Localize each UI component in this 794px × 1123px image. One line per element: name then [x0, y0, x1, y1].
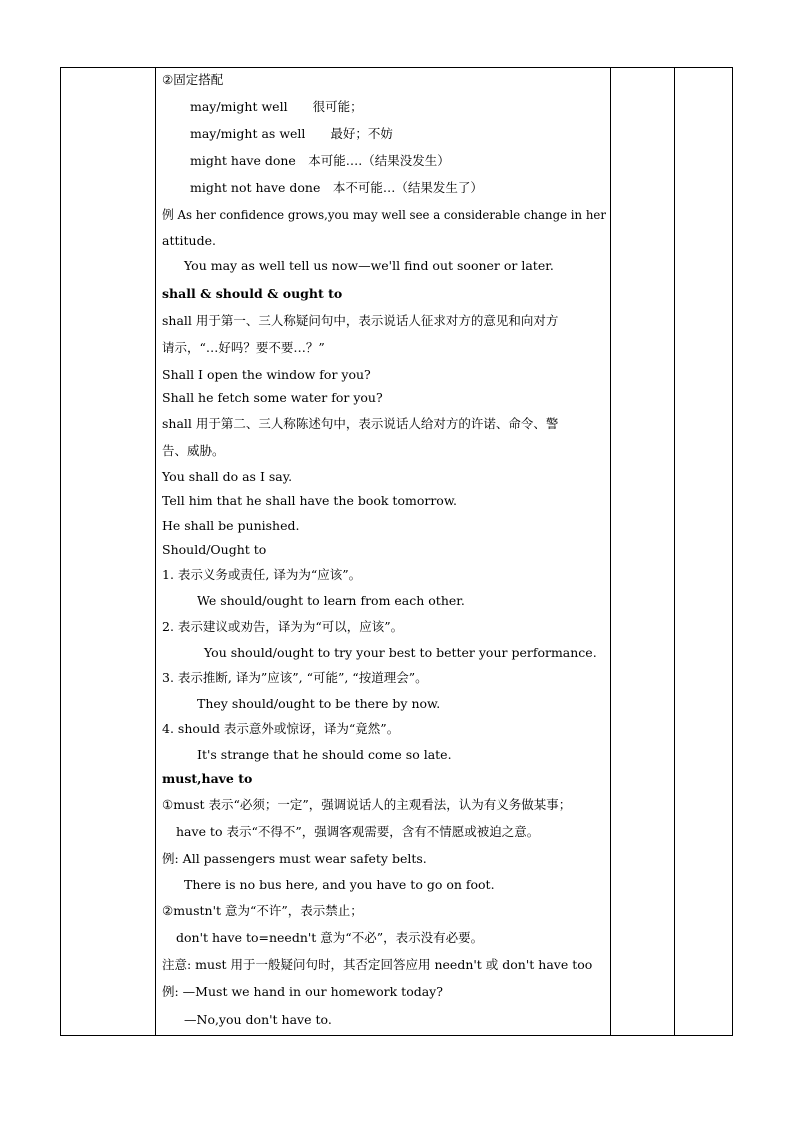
- line-10: 请示，“…好吗？要不要…？”: [162, 340, 325, 355]
- line-4: might not have done 本不可能…（结果发生了）: [190, 180, 483, 195]
- line-33: don't have to=needn't 意为“不必”，表示没有必要。: [176, 930, 484, 945]
- line-31: There is no bus here, and you have to go on foot.: [184, 877, 495, 892]
- line-18: Should/Ought to: [162, 542, 267, 557]
- line-14: 告、威胁。: [162, 443, 225, 458]
- line-7: You may as well tell us now—we'll find out sooner or later.: [184, 258, 554, 273]
- line-24: They should/ought to be there by now.: [197, 696, 441, 711]
- line-32: ②mustn't 意为“不许”，表示禁止；: [162, 903, 363, 918]
- column-divider: [674, 68, 675, 1035]
- line-21: 2. 表示建议或劝告，译为为“可以，应该”。: [162, 619, 404, 634]
- line-16: Tell him that he shall have the book tomorrow.: [162, 493, 458, 508]
- line-36: —No,you don't have to.: [184, 1012, 332, 1027]
- line-9: shall 用于第一、三人称疑问句中，表示说话人征求对方的意见和向对方: [162, 313, 559, 328]
- line-15: You shall do as I say.: [162, 469, 293, 484]
- line-22: You should/ought to try your best to better your performance.: [204, 645, 597, 660]
- line-8: shall & should & ought to: [162, 286, 343, 301]
- line-20: We should/ought to learn from each other.: [197, 593, 465, 608]
- line-11: Shall I open the window for you?: [162, 367, 371, 382]
- line-1: may/might well 很可能；: [190, 99, 363, 114]
- line-13: shall 用于第二、三人称陈述句中，表示说话人给对方的许诺、命令、警: [162, 416, 559, 431]
- line-5: 例 As her confidence grows,you may well see a considerable change in her: [162, 207, 606, 222]
- line-17: He shall be punished.: [162, 518, 300, 533]
- line-27: must,have to: [162, 771, 253, 786]
- line-34: 注意: must 用于一般疑问句时，其否定回答应用 needn't 或 don't have too: [162, 957, 593, 972]
- line-19: 1. 表示义务或责任, 译为为“应该”。: [162, 567, 362, 582]
- line-0: ②固定搭配: [162, 72, 224, 87]
- line-29: have to 表示“不得不”，强调客观需要，含有不情愿或被迫之意。: [176, 824, 540, 839]
- line-6: attitude.: [162, 233, 216, 248]
- line-12: Shall he fetch some water for you?: [162, 390, 383, 405]
- line-23: 3. 表示推断, 译为”应该”, “可能”, “按道理会”。: [162, 670, 428, 685]
- lesson-table: [60, 67, 733, 1036]
- line-2: may/might as well 最好；不妨: [190, 126, 393, 141]
- line-26: It's strange that he should come so late.: [197, 747, 452, 762]
- column-divider: [610, 68, 611, 1035]
- line-3: might have done 本可能….（结果没发生）: [190, 153, 450, 168]
- line-30: 例: All passengers must wear safety belts.: [162, 851, 427, 866]
- line-25: 4. should 表示意外或惊讶，译为“竟然”。: [162, 721, 400, 736]
- column-divider: [155, 68, 156, 1035]
- line-28: ①must 表示“必须；一定”，强调说话人的主观看法，认为有义务做某事；: [162, 797, 572, 812]
- line-35: 例: —Must we hand in our homework today?: [162, 984, 443, 999]
